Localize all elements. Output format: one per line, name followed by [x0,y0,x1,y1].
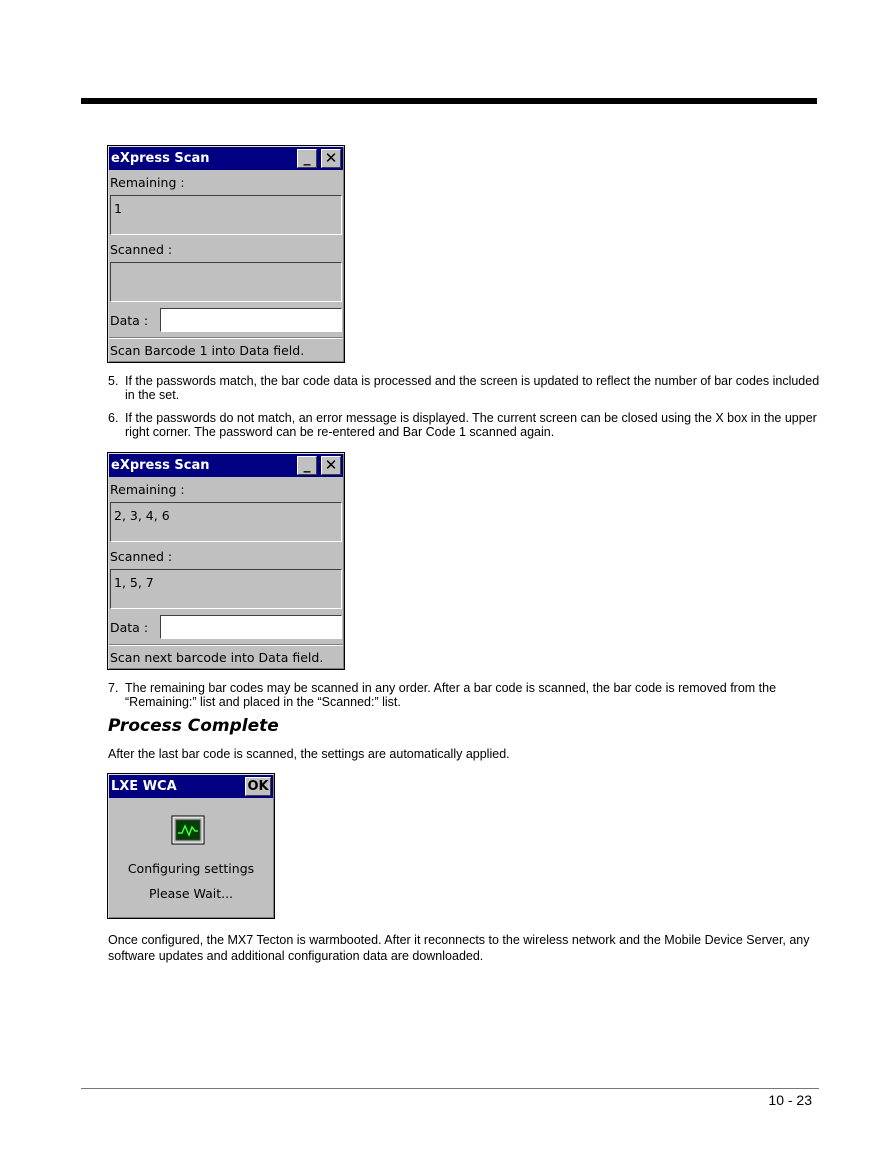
title-bar[interactable] [109,454,343,477]
window-title: eXpress Scan [111,151,210,166]
close-button[interactable] [321,149,341,168]
step-5 [108,375,820,402]
minimize-button[interactable] [297,456,317,475]
remaining-label: Remaining : [110,482,185,497]
step-text: The remaining bar codes may be scanned in any order. After a bar code is scanned, the bar code is removed from the “Remaining:” list and placed in the “Scanned:” list. [125,681,777,709]
header-rule [81,98,817,104]
step-7 [108,682,820,709]
network-monitor-icon [171,815,205,845]
express-scan-window-initial [107,145,345,363]
please-wait-text: Please Wait... [148,886,234,901]
title-bar[interactable] [109,775,273,798]
section-intro: After the last bar code is scanned, the settings are automatically applied. [108,747,510,761]
step-text: If the passwords do not match, an error message is displayed. The current screen can be closed using the X box in the upper right corner. The password can be re-entered and Bar Code 1 scanned again. [125,411,817,439]
step-text: If the passwords match, the bar code data is processed and the screen is updated to reflect the number of bar codes included in the set. [125,374,820,402]
express-scan-window-progress [107,452,345,670]
scanned-label: Scanned : [110,549,173,564]
section-heading: Process Complete [108,716,279,736]
data-label: Data : [110,620,149,635]
remaining-list[interactable]: 1 [110,195,342,235]
page-number: 10 - 23 [768,1092,812,1108]
minimize-button[interactable] [297,149,317,168]
remaining-label: Remaining : [110,175,185,190]
step-6 [108,412,820,439]
window-title: LXE WCA [111,779,177,794]
scanned-list[interactable] [110,262,342,302]
data-label: Data : [110,313,149,328]
data-input[interactable] [160,615,342,639]
scanned-list[interactable]: 1, 5, 7 [110,569,342,609]
step-number: 6. [108,411,119,425]
ok-button[interactable]: OK [245,777,271,796]
configuring-text: Configuring settings [127,861,255,876]
step-number: 5. [108,374,119,388]
minimize-icon: _ [303,150,311,166]
window-title: eXpress Scan [111,458,210,473]
close-button[interactable] [321,456,341,475]
minimize-icon: _ [303,457,311,473]
closing-paragraph: Once configured, the MX7 Tecton is warmbooted. After it reconnects to the wireless network and the Mobile Device Server, any software updates and additional configuration data are downloaded. [108,933,810,963]
scanned-label: Scanned : [110,242,173,257]
lxe-wca-dialog [107,773,275,919]
status-bar: Scan next barcode into Data field. [109,644,343,668]
close-icon: ✕ [324,456,338,474]
status-bar: Scan Barcode 1 into Data field. [109,337,343,361]
remaining-list[interactable]: 2, 3, 4, 6 [110,502,342,542]
close-icon: ✕ [324,149,338,167]
data-input[interactable] [160,308,342,332]
footer-rule [81,1088,819,1089]
step-number: 7. [108,681,119,695]
title-bar[interactable] [109,147,343,170]
